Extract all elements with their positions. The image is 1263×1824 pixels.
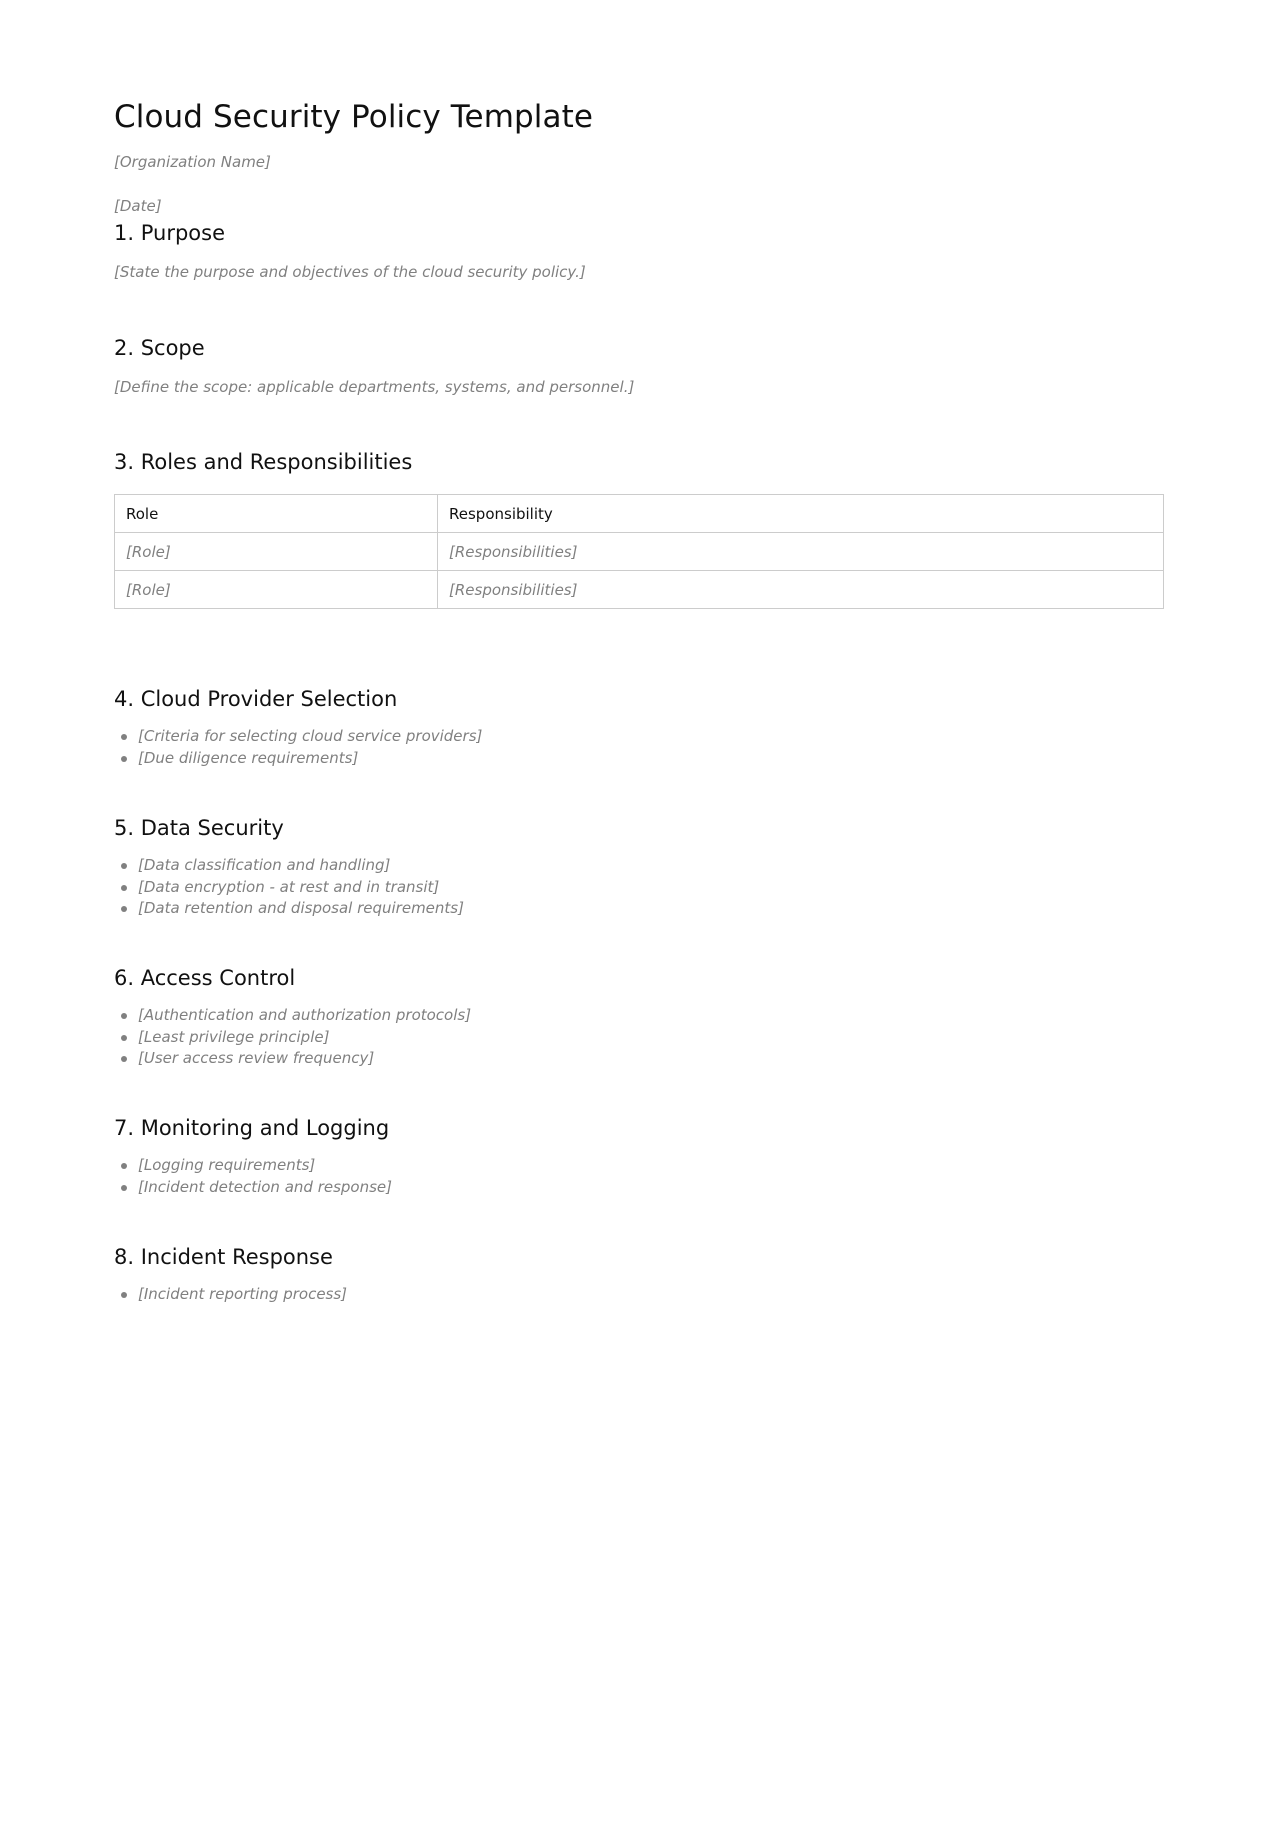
table-cell-role: [Role] xyxy=(115,571,438,609)
list-item-text: [Incident detection and response] xyxy=(138,1177,393,1196)
list-item xyxy=(138,1005,1164,1027)
provider-list xyxy=(114,726,1164,769)
list-item xyxy=(138,748,1164,770)
list-item xyxy=(138,1027,1164,1049)
list-item-text: [Criteria for selecting cloud service providers] xyxy=(138,727,483,745)
list-item-text: [User access review frequency] xyxy=(138,1049,375,1067)
section-heading-monitoring: 7. Monitoring and Logging xyxy=(114,1116,390,1140)
section-heading-incident: 8. Incident Response xyxy=(114,1245,333,1269)
section-heading-scope: 2. Scope xyxy=(114,336,205,360)
list-item xyxy=(138,1284,1164,1306)
list-item-text: [Data encryption - at rest and in transit] xyxy=(138,877,440,896)
table-header-responsibility: Responsibility xyxy=(438,495,1164,533)
section-monitoring xyxy=(114,1113,1164,1198)
section-heading-purpose: 1. Purpose xyxy=(114,221,225,245)
list-item xyxy=(138,1048,1164,1070)
bullet-icon xyxy=(121,1013,127,1019)
section-access-control xyxy=(114,963,1164,1070)
bullet-icon xyxy=(121,756,127,762)
document-content xyxy=(114,96,1164,1303)
bullet-icon xyxy=(121,734,127,740)
roles-table xyxy=(114,494,1164,609)
bullet-icon xyxy=(121,1292,127,1298)
table-header-row xyxy=(115,495,1164,533)
list-item xyxy=(138,1155,1164,1177)
document-date: [Date] xyxy=(114,197,162,215)
section-heading-data-security: 5. Data Security xyxy=(114,816,284,840)
table-cell-role: [Role] xyxy=(115,533,438,571)
list-item-text: [Data retention and disposal requirements] xyxy=(138,899,464,917)
scope-text: [Define the scope: applicable departments, systems, and personnel.] xyxy=(114,378,635,396)
list-item xyxy=(138,877,1164,899)
section-scope xyxy=(114,333,1164,397)
purpose-text: [State the purpose and objectives of the cloud security policy.] xyxy=(114,263,586,281)
list-item xyxy=(138,855,1164,877)
section-incident xyxy=(114,1242,1164,1306)
monitoring-list xyxy=(114,1155,1164,1198)
list-item xyxy=(138,1177,1164,1199)
bullet-icon xyxy=(121,906,127,912)
section-heading-provider: 4. Cloud Provider Selection xyxy=(114,687,398,711)
bullet-icon xyxy=(121,1163,127,1169)
bullet-icon xyxy=(121,885,127,891)
list-item-text: [Least privilege principle] xyxy=(138,1027,330,1046)
list-item-text: [Due diligence requirements] xyxy=(138,748,359,767)
table-row xyxy=(115,571,1164,609)
bullet-icon xyxy=(121,1056,127,1062)
table-header-role: Role xyxy=(115,495,438,533)
organization-name: [Organization Name] xyxy=(114,153,271,171)
section-roles xyxy=(114,447,1164,609)
section-heading-roles: 3. Roles and Responsibilities xyxy=(114,450,413,474)
access-control-list xyxy=(114,1005,1164,1070)
table-row xyxy=(115,533,1164,571)
bullet-icon xyxy=(121,1035,127,1041)
list-item-text: [Incident reporting process] xyxy=(138,1285,348,1303)
table-cell-responsibility: [Responsibilities] xyxy=(438,533,1164,571)
section-purpose xyxy=(114,218,1164,282)
document-title: Cloud Security Policy Template xyxy=(114,99,594,135)
list-item-text: [Authentication and authorization protocols] xyxy=(138,1006,472,1024)
section-heading-access-control: 6. Access Control xyxy=(114,966,296,990)
list-item xyxy=(138,726,1164,748)
section-data-security xyxy=(114,813,1164,920)
list-item-text: [Data classification and handling] xyxy=(138,856,391,874)
table-cell-responsibility: [Responsibilities] xyxy=(438,571,1164,609)
bullet-icon xyxy=(121,863,127,869)
list-item xyxy=(138,898,1164,920)
list-item-text: [Logging requirements] xyxy=(138,1156,316,1174)
section-provider xyxy=(114,684,1164,769)
incident-list xyxy=(114,1284,1164,1306)
bullet-icon xyxy=(121,1185,127,1191)
data-security-list xyxy=(114,855,1164,920)
